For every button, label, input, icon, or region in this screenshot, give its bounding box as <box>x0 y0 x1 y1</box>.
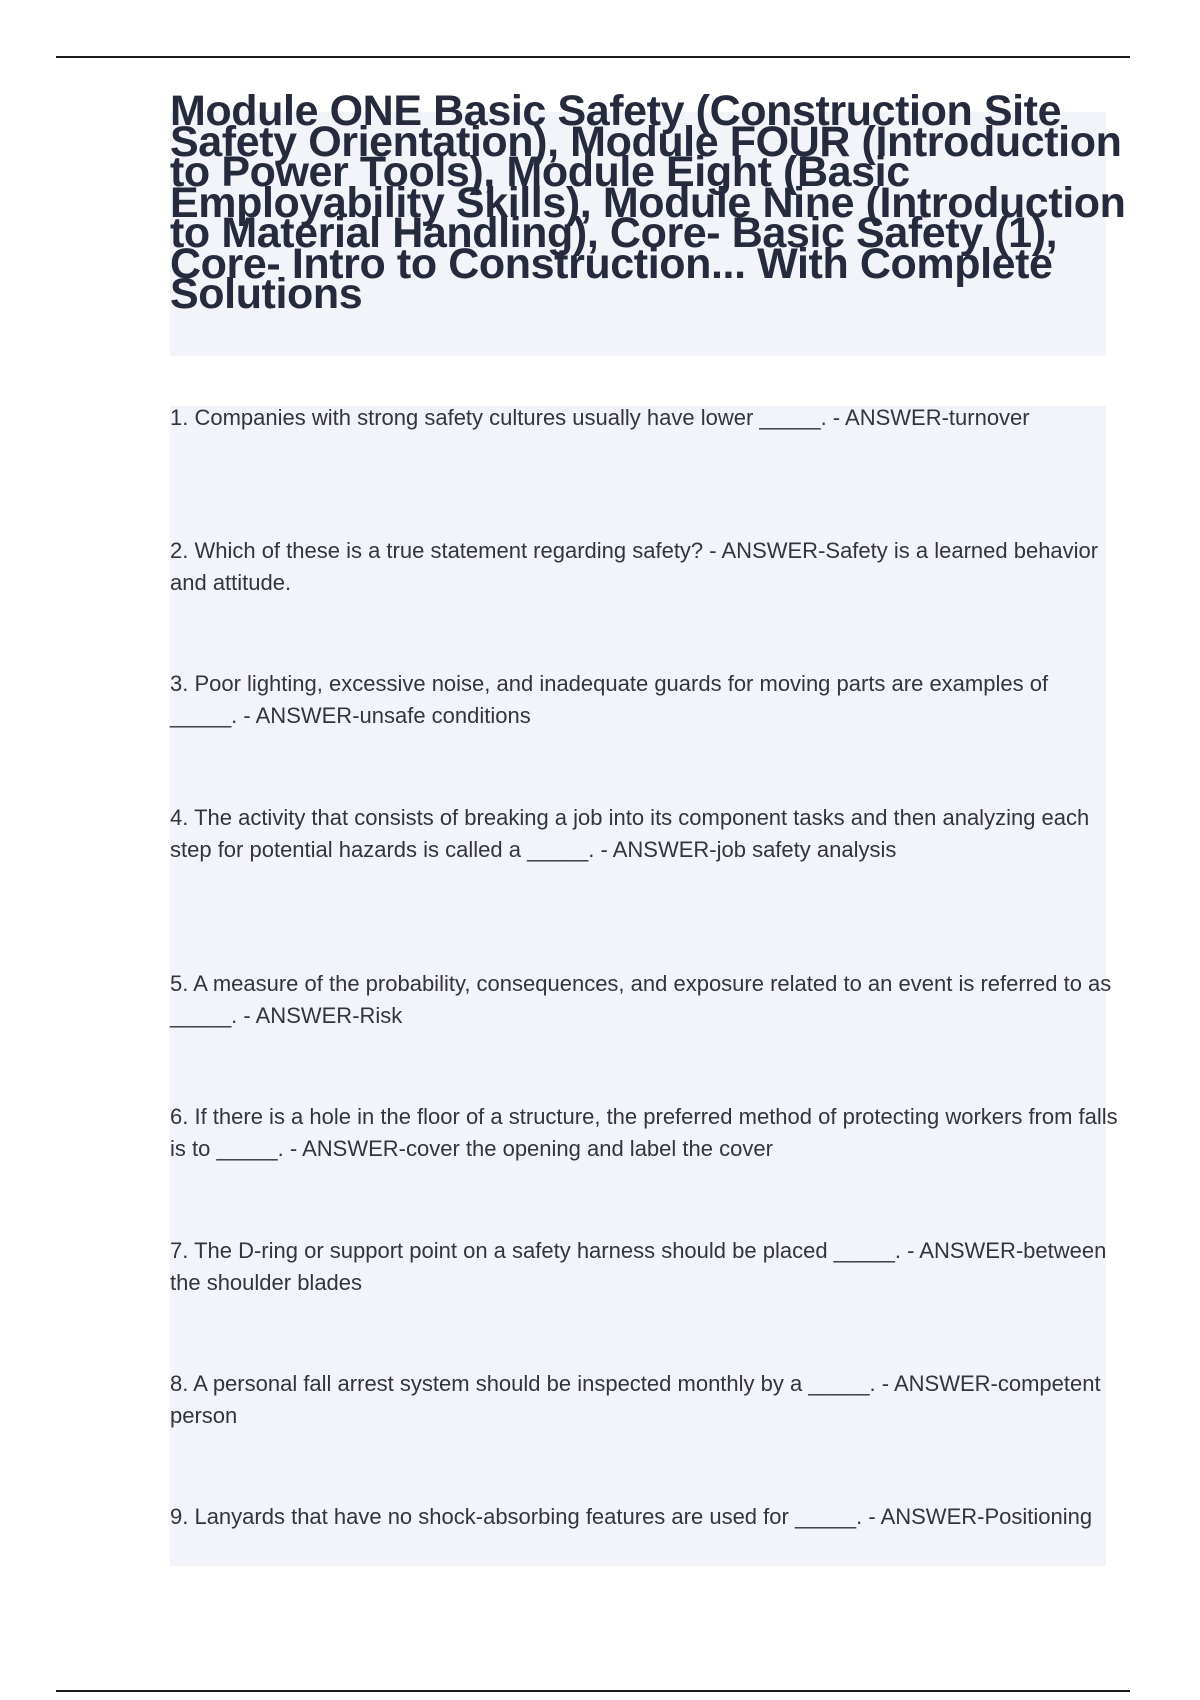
bottom-divider <box>56 1690 1130 1692</box>
question-item-2: 2. Which of these is a true statement regarding safety? - ANSWER-Safety is a learned behavior and attitude. <box>170 538 1099 595</box>
question-item-6: 6. If there is a hole in the floor of a structure, the preferred method of protecting workers from falls is to _____. - ANSWER-cover the opening and label the cover <box>170 1104 1118 1161</box>
question-item-5: 5. A measure of the probability, consequences, and exposure related to an event is referred to as _____. - ANSWER-Risk <box>170 971 1112 1028</box>
top-divider <box>56 56 1130 58</box>
question-item-1: 1. Companies with strong safety cultures usually have lower _____. - ANSWER-turnover <box>170 405 1030 430</box>
question-item-4: 4. The activity that consists of breaking a job into its component tasks and then analyzing each step for potential hazards is called a _____. - ANSWER-job safety analysis <box>170 805 1090 862</box>
question-item-9: 9. Lanyards that have no shock-absorbing features are used for _____. - ANSWER-Positioning <box>170 1504 1093 1529</box>
document-title: Module ONE Basic Safety (Construction Site Safety Orientation), Module FOUR (Introduction to Power Tools), Module Eight (Basic Employability Skills), Module Nine (Introduction to Material Handling), Core- Basic Safety (1), Core- Intro to Construction... With Complete Solutions <box>170 87 1126 318</box>
question-item-3: 3. Poor lighting, excessive noise, and inadequate guards for moving parts are examples of _____. - ANSWER-unsafe conditions <box>170 671 1049 728</box>
question-item-7: 7. The D-ring or support point on a safety harness should be placed _____. - ANSWER-between the shoulder blades <box>170 1238 1107 1295</box>
question-item-8: 8. A personal fall arrest system should be inspected monthly by a _____. - ANSWER-competent person <box>170 1371 1101 1428</box>
